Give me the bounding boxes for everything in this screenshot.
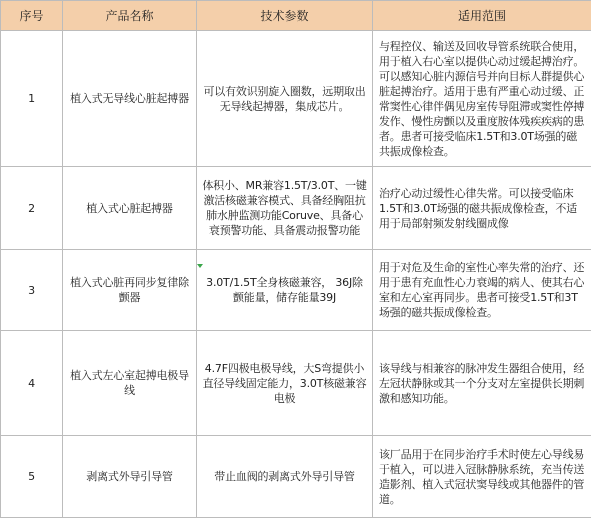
row-number: 2 [1, 201, 62, 216]
application-scope: 治疗心动过缓性心律失常。可以接受临床1.5T和3.0T场强的磁共振成像检查，不适用于局部射频发射线圈成像 [373, 186, 591, 231]
product-name: 植入式心脏起搏器 [63, 201, 196, 216]
application-scope-cell [373, 331, 591, 436]
table-row [1, 167, 591, 250]
technical-params-cell [197, 250, 373, 331]
technical-params: 体积小、MR兼容1.5T/3.0T、一键激活核磁兼容模式、具备经胸阻抗肺水肿监测功能Coruve、具备心衰预警功能、具备震动报警功能 [197, 178, 372, 238]
application-scope: 与程控仪、输送及回收导管系统联合使用，用于植入右心室以提供心动过缓起搏治疗。可以感知心脏内源信号并向目标人群提供心脏起搏治疗。适用于患有严重心动过缓、正常窦性心律伴偶见房室传导阻滞或窦性停搏发作、慢性房颤以及重度胺体残疾疾病的患者。患者可接受临床1.5T和3.0T场强的磁共振成像检查。 [373, 39, 591, 159]
product-name: 植入式无导线心脏起搏器 [63, 91, 196, 106]
application-scope: 用于对危及生命的室性心率失常的治疗、还用于患有充血性心力衰竭的病人、使其右心室和左心室再同步。患者可接受1.5T和3T场强的磁共振成像检查。 [373, 260, 591, 320]
application-scope-cell [373, 167, 591, 250]
product-name-cell [63, 250, 197, 331]
row-number: 4 [1, 376, 62, 391]
technical-params: 带止血阀的剥离式外导引导管 [197, 469, 372, 484]
row-number-cell [1, 436, 63, 518]
table-row [1, 31, 591, 167]
product-name-cell [63, 167, 197, 250]
application-scope-cell [373, 31, 591, 167]
table-row [1, 436, 591, 518]
application-scope: 该导线与相兼容的脉冲发生器组合使用，经左冠状静脉或其一个分支对左室提供长期刺激和感知功能。 [373, 361, 591, 406]
technical-params-cell [197, 331, 373, 436]
row-number: 1 [1, 91, 62, 106]
row-number-cell [1, 31, 63, 167]
row-number-cell [1, 167, 63, 250]
row-number-cell [1, 250, 63, 331]
product-name-cell [63, 331, 197, 436]
technical-params: 3.0T/1.5T全身核磁兼容， 36J除颤能量，储存能量39J [197, 275, 372, 305]
product-name-cell [63, 31, 197, 167]
header-serial-number: 序号 [1, 1, 63, 31]
product-name: 植入式心脏再同步复律除颤器 [63, 275, 196, 305]
technical-params-cell [197, 436, 373, 518]
table-row [1, 331, 591, 436]
application-scope-cell [373, 436, 591, 518]
product-name: 植入式左心室起搏电极导线 [63, 368, 196, 398]
table-header-row [1, 1, 591, 31]
row-number: 3 [1, 283, 62, 298]
cell-comment-marker-icon [197, 264, 203, 268]
technical-params-cell [197, 167, 373, 250]
technical-params-cell [197, 31, 373, 167]
product-name: 剥离式外导引导管 [63, 469, 196, 484]
row-number: 5 [1, 469, 62, 484]
technical-params: 4.7F四极电极导线，大S弯提供小直径导线固定能力，3.0T核磁兼容电极 [197, 361, 372, 406]
table-row [1, 250, 591, 331]
application-scope: 该厂品用于在同步治疗手术时使左心导线易于植入，可以进入冠脉静脉系统，充当传送造影剂、植入式冠状窦导线或其他器件的管道。 [373, 447, 591, 507]
header-product-name: 产品名称 [63, 1, 197, 31]
technical-params: 可以有效识别旋入圈数，远期取出无导线起搏器，集成芯片。 [197, 84, 372, 114]
header-application-scope: 适用范围 [373, 1, 591, 31]
row-number-cell [1, 331, 63, 436]
header-technical-params: 技术参数 [197, 1, 373, 31]
product-name-cell [63, 436, 197, 518]
application-scope-cell [373, 250, 591, 331]
